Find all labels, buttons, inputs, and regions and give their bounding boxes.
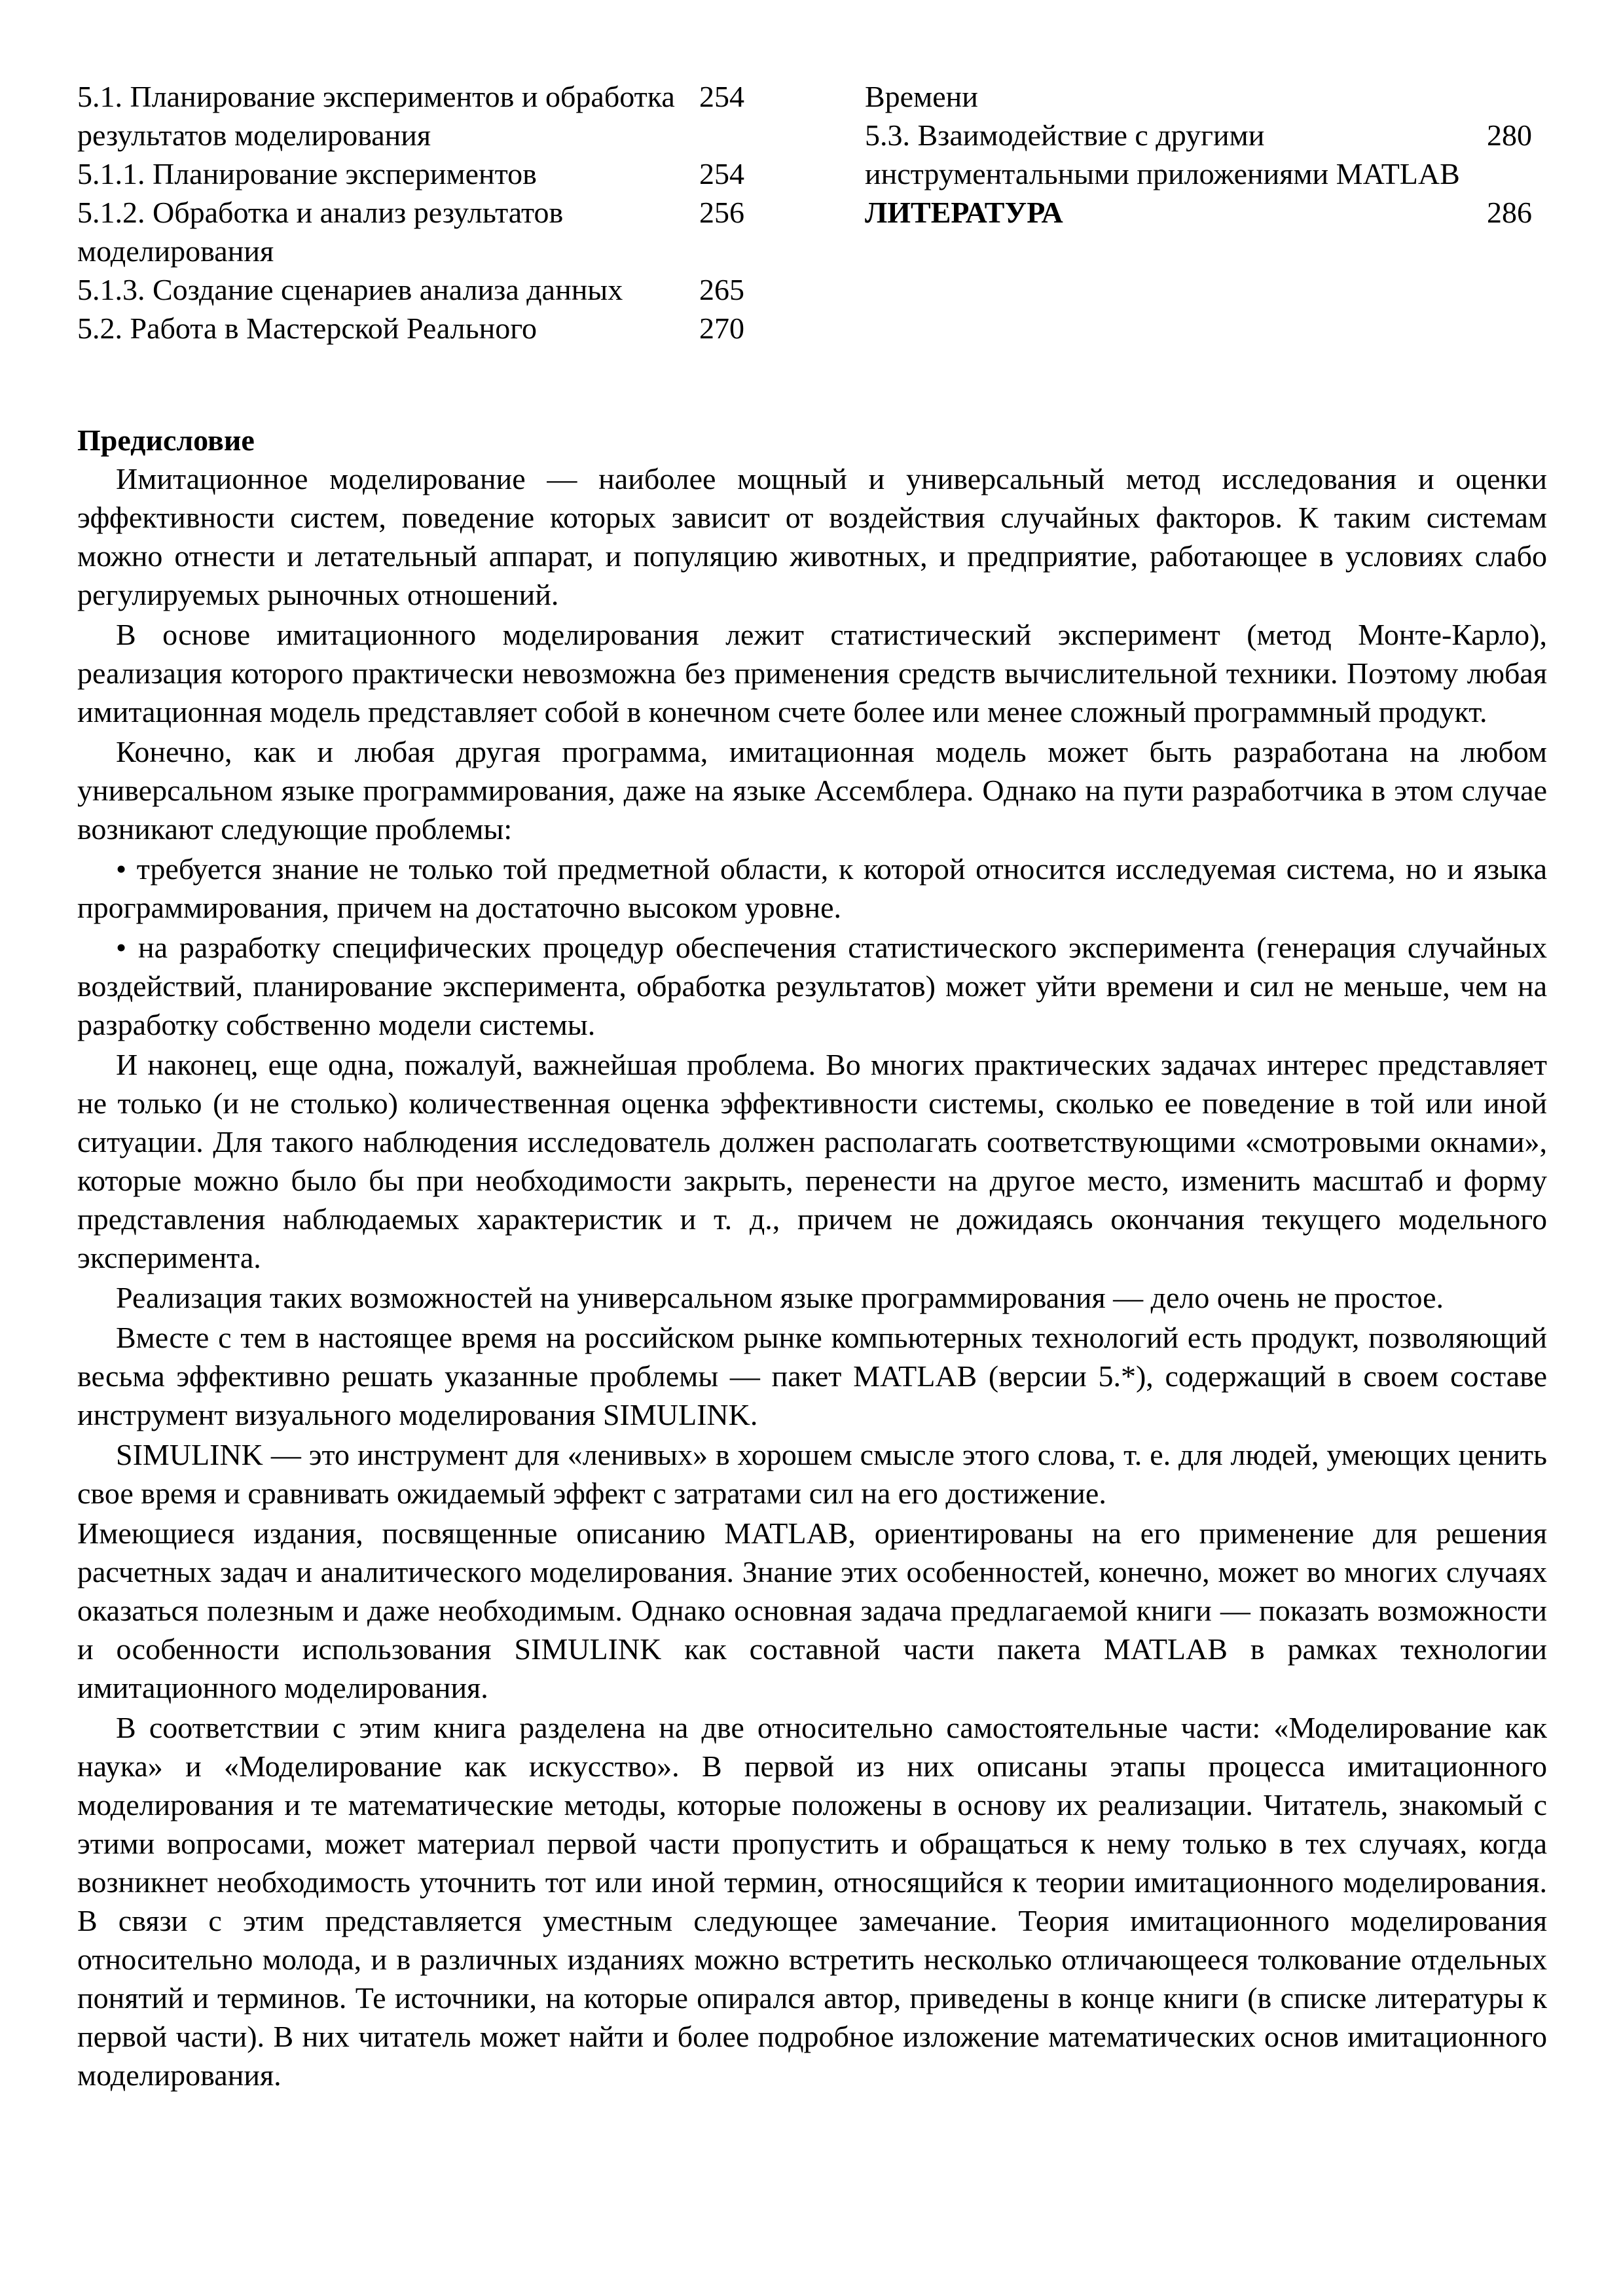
toc-entry-page: 265 bbox=[699, 273, 744, 306]
preface-body bbox=[77, 459, 1547, 2096]
toc-entry-title: 5.2. Работа в Мастерской Реального bbox=[77, 312, 537, 345]
section-heading: Предисловие bbox=[77, 423, 255, 457]
toc-entry-page: 254 bbox=[699, 157, 744, 190]
toc-entry-title: ЛИТЕРАТУРА bbox=[865, 196, 1063, 229]
toc-entry-page: 254 bbox=[699, 80, 744, 113]
toc-entry-title: 5.3. Взаимодействие с другими инструментальными приложениями MATLAB bbox=[865, 118, 1460, 190]
toc-entry bbox=[77, 270, 758, 309]
toc-entry-title: 5.1.3. Создание сценариев анализа данных bbox=[77, 273, 623, 306]
body-paragraph: Вместе с тем в настоящее время на российском рынке компьютерных технологий есть продукт, позволяющий весьма эффективно решать указанные проблемы — пакет MATLAB (версии 5.*), содержащий в своем составе инструмент визуального моделирования SIMULINK. bbox=[77, 1321, 1547, 1431]
toc-entry-page: 270 bbox=[699, 312, 744, 345]
toc-entry bbox=[77, 154, 758, 193]
body-paragraph: И наконец, еще одна, пожалуй, важнейшая проблема. Во многих практических задачах интерес представляет не только (и не столько) количественная оценка эффективности системы, сколько ее поведение в той или иной ситуации. Для такого наблюдения исследователь должен располагать соответствующими «смотровыми окнами», которые можно было бы при необходимости закрыть, перенести на другое место, изменить масштаб и форму представления наблюдаемых характеристик и т. д., причем не дожидаясь окончания текущего модельного эксперимента. bbox=[77, 1048, 1547, 1274]
toc-entry-title: 5.1. Планирование экспериментов и обработка результатов моделирования bbox=[77, 80, 675, 152]
toc-entry-page: 280 bbox=[1487, 118, 1532, 152]
toc-entry bbox=[77, 77, 758, 154]
toc-entry bbox=[865, 193, 1546, 232]
body-paragraph: Реализация таких возможностей на универсальном языке программирования — дело очень не простое. bbox=[116, 1281, 1444, 1314]
toc-entry bbox=[77, 193, 758, 270]
toc-right-column bbox=[865, 77, 1546, 232]
toc-entry-title: Времени bbox=[865, 80, 978, 113]
toc-left-column bbox=[77, 77, 758, 348]
toc-entry-page: 256 bbox=[699, 196, 744, 229]
body-paragraph: Имеющиеся издания, посвященные описанию MATLAB, ориентированы на его применение для решения расчетных задач и аналитического моделирования. Знание этих особенностей, конечно, может во многих случаях оказаться полезным и даже необходимым. Однако основная задача предлагаемой книги — показать возможности и особенности использования SIMULINK как составной части пакета MATLAB в рамках технологии имитационного моделирования. bbox=[77, 1516, 1547, 1704]
bullet-paragraph: • требуется знание не только той предметной области, к которой относится исследуемая система, но и языка программирования, причем на достаточно высоком уровне. bbox=[77, 852, 1547, 924]
toc-entry-title: 5.1.2. Обработка и анализ результатов моделирования bbox=[77, 196, 564, 268]
body-paragraph: В соответствии с этим книга разделена на две относительно самостоятельные части: «Моделирование как наука» и «Моделирование как искусство». В первой из них описаны этапы процесса имитационного моделирования и те математические методы, которые положены в основу их реализации. Читатель, знакомый с этими вопросами, может материал первой части пропустить и обращаться к нему только в тех случаях, когда возникнет необходимость уточнить тот или иной термин, относящийся к теории имитационного моделирования. В связи с этим представляется уместным следующее замечание. Теория имитационного моделирования относительно молода, и в различных изданиях можно встретить несколько отличающееся толкование отдельных понятий и терминов. Те источники, на которые опирался автор, приведены в конце книги (в списке литературы к первой части). В них читатель может найти и более подробное изложение математических основ имитационного моделирования. bbox=[77, 1711, 1547, 2092]
toc-entry-page: 286 bbox=[1487, 196, 1532, 229]
toc-entry bbox=[865, 77, 1546, 116]
toc-entry bbox=[77, 309, 758, 348]
body-paragraph: SIMULINK — это инструмент для «ленивых» в хорошем смысле этого слова, т. е. для людей, умеющих ценить свое время и сравнивать ожидаемый эффект с затратами сил на его достижение. bbox=[77, 1438, 1547, 1510]
bullet-paragraph: • на разработку специфических процедур обеспечения статистического эксперимента (генерация случайных воздействий, планирование эксперимента, обработка результатов) может уйти времени и сил не меньше, чем на разработку собственно модели системы. bbox=[77, 931, 1547, 1041]
body-paragraph: Имитационное моделирование — наиболее мощный и универсальный метод исследования и оценки эффективности систем, поведение которых зависит от воздействия случайных факторов. К таким системам можно отнести и летательный аппарат, и популяцию животных, и предприятие, работающее в условиях слабо регулируемых рыночных отношений. bbox=[77, 462, 1547, 611]
toc-entry bbox=[865, 116, 1546, 193]
toc-entry-title: 5.1.1. Планирование экспериментов bbox=[77, 157, 537, 190]
body-paragraph: В основе имитационного моделирования лежит статистический эксперимент (метод Монте-Карло), реализация которого практически невозможна без применения средств вычислительной техники. Поэтому любая имитационная модель представляет собой в конечном счете более или менее сложный программный продукт. bbox=[77, 618, 1547, 728]
body-paragraph: Конечно, как и любая другая программа, имитационная модель может быть разработана на любом универсальном языке программирования, даже на языке Ассемблера. Однако на пути разработчика в этом случае возникают следующие проблемы: bbox=[77, 735, 1547, 846]
